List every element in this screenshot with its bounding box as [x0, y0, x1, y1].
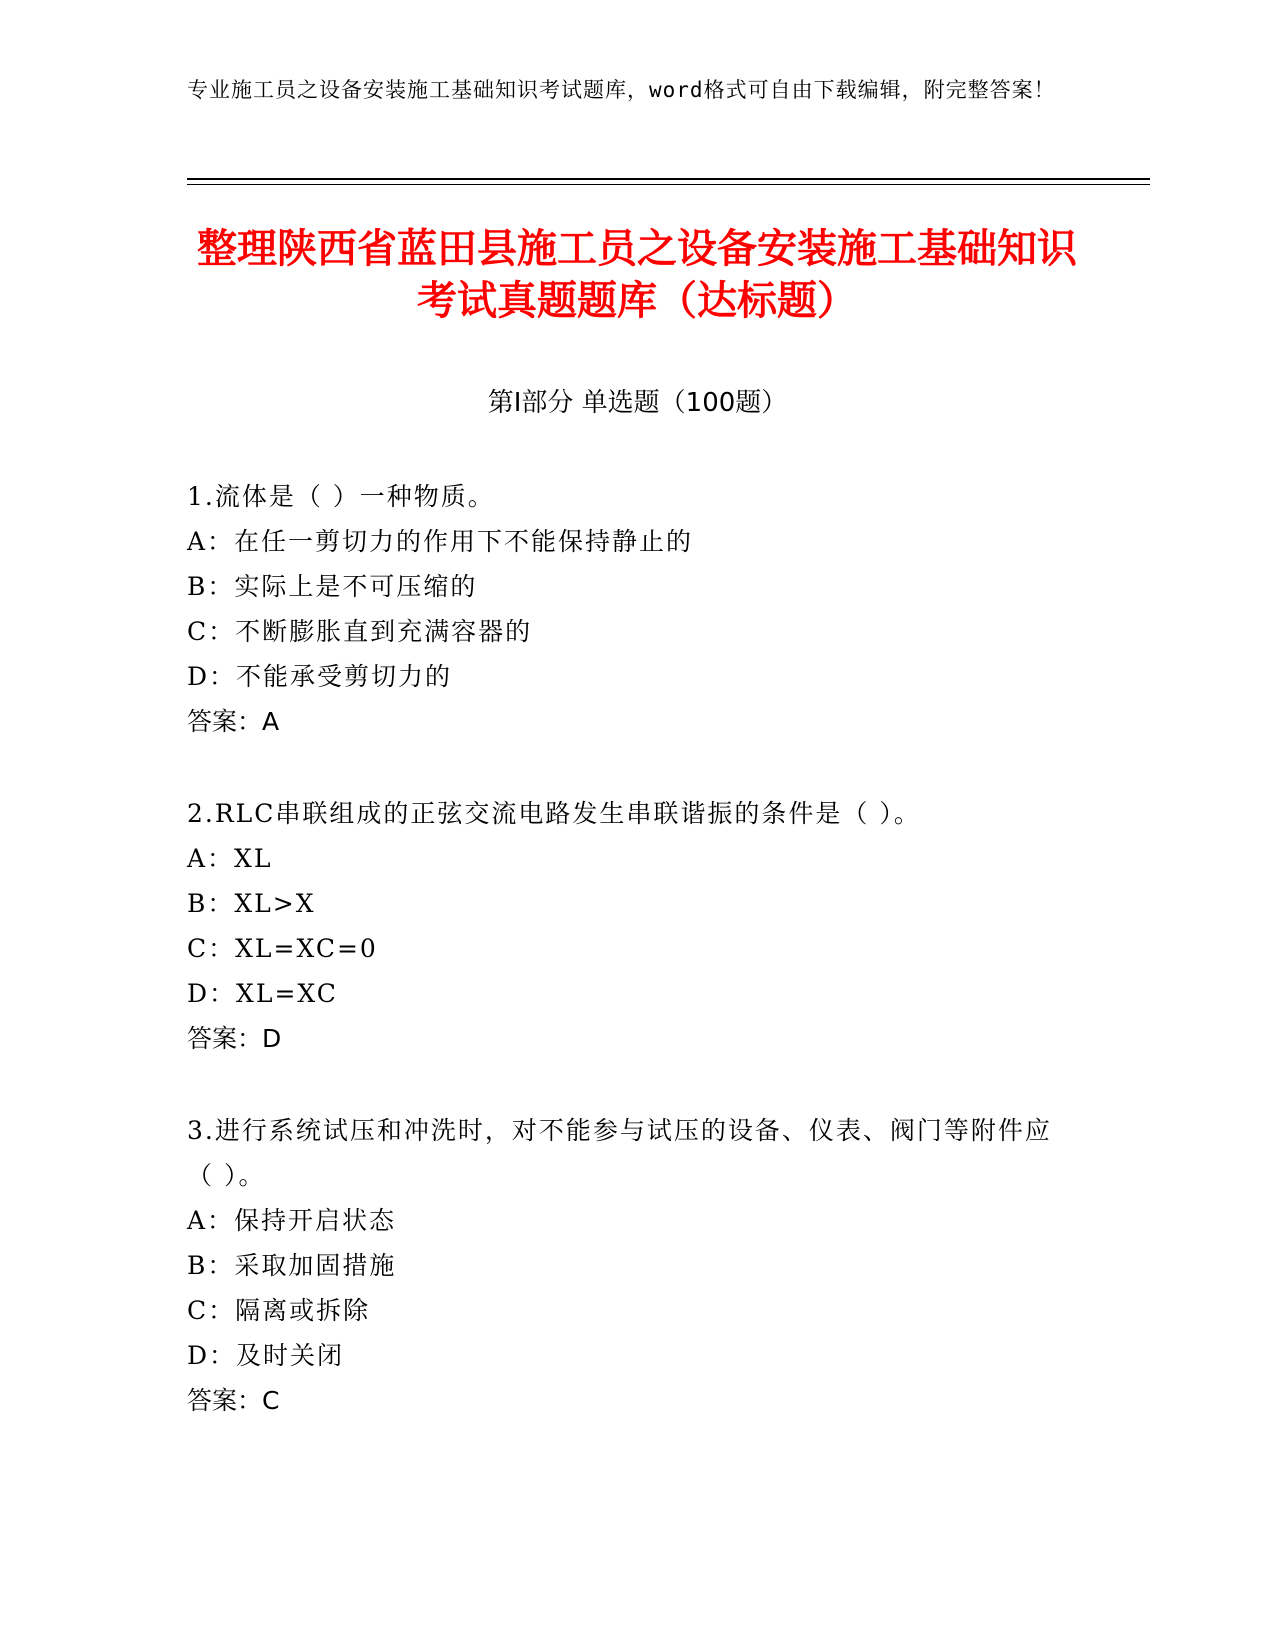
question-stem: 2.RLC串联组成的正弦交流电路发生串联谐振的条件是（ ）。: [187, 799, 921, 828]
question-2: [187, 791, 1067, 1061]
option-b: B：实际上是不可压缩的: [187, 572, 478, 601]
header-divider-thick: [187, 178, 1150, 180]
answer: 答案：C: [187, 1386, 280, 1415]
option-d: D：及时关闭: [187, 1341, 345, 1370]
option-c: C：XL=XC=0: [187, 934, 378, 963]
question-1: [187, 474, 1067, 744]
answer: 答案：D: [187, 1024, 282, 1053]
option-d: D：不能承受剪切力的: [187, 662, 453, 691]
option-c: C：隔离或拆除: [187, 1296, 371, 1325]
question-3: [187, 1108, 1067, 1423]
option-b: B：XL>X: [187, 889, 316, 918]
question-list: [187, 474, 1067, 1470]
answer: 答案：A: [187, 707, 280, 736]
option-b: B：采取加固措施: [187, 1251, 397, 1280]
option-a: A：XL: [187, 844, 273, 873]
header-divider-thin: [187, 184, 1150, 185]
option-d: D：XL=XC: [187, 979, 338, 1008]
document-title: 整理陕西省蓝田县施工员之设备安装施工基础知识考试真题题库（达标题）: [197, 226, 1077, 324]
option-a: A：在任一剪切力的作用下不能保持静止的: [187, 527, 694, 556]
option-c: C：不断膨胀直到充满容器的: [187, 617, 533, 646]
section-title: 第Ⅰ部分 单选题（100题）: [487, 388, 788, 418]
question-stem: 1.流体是（ ）一种物质。: [187, 482, 495, 511]
option-a: A：保持开启状态: [187, 1206, 397, 1235]
question-stem: 3.进行系统试压和冲洗时，对不能参与试压的设备、仪表、阀门等附件应（ ）。: [187, 1116, 1052, 1190]
header-note: 专业施工员之设备安装施工基础知识考试题库，word格式可自由下载编辑，附完整答案！: [187, 78, 1056, 102]
